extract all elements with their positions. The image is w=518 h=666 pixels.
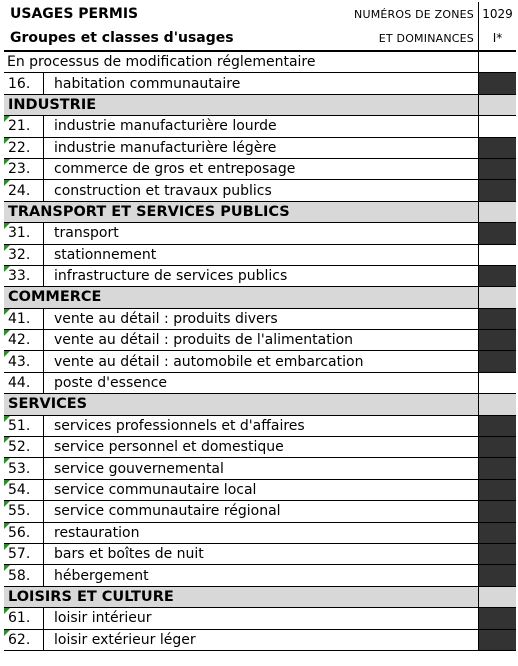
- zone-cell: [478, 630, 516, 650]
- zone-cell: [478, 437, 516, 457]
- zone-cell: [478, 180, 516, 200]
- usage-number-text: 21.: [8, 118, 31, 135]
- zone-cell: [478, 245, 516, 265]
- comment-marker-icon: [4, 437, 10, 443]
- table-row: [4, 630, 516, 651]
- comment-marker-icon: [4, 480, 10, 486]
- comment-marker-icon: [4, 223, 10, 229]
- usage-label: service gouvernemental: [54, 460, 224, 477]
- zone-cell: [478, 266, 516, 286]
- category-label: SERVICES: [8, 396, 88, 413]
- zone-cell: [478, 416, 516, 436]
- comment-marker-icon: [4, 565, 10, 571]
- usage-label: service communautaire local: [54, 482, 257, 498]
- table-row: [4, 73, 516, 94]
- usage-label: bars et boîtes de nuit: [54, 546, 204, 563]
- usage-number-text: 42.: [8, 332, 31, 349]
- usage-label: loisir intérieur: [54, 610, 152, 627]
- comment-marker-icon: [4, 330, 10, 336]
- table-row: [4, 437, 516, 458]
- usage-number-text: 56.: [8, 524, 31, 541]
- header-title-cell: [4, 6, 478, 22]
- zone-cell: [478, 351, 516, 371]
- zone-cell: [478, 287, 516, 307]
- category-label: COMMERCE: [8, 289, 102, 306]
- page-subtitle: Groupes et classes d'usages: [10, 30, 234, 46]
- usage-number-text: 33.: [8, 268, 31, 285]
- table-row: [4, 138, 516, 159]
- usage-number: [4, 437, 44, 457]
- usage-label: services professionnels et d'affaires: [54, 417, 305, 434]
- zone-cell: [478, 608, 516, 628]
- usage-cell: [4, 309, 478, 329]
- usage-number-text: 32.: [8, 246, 31, 263]
- table-row: [4, 309, 516, 330]
- zone-cell: [478, 587, 516, 607]
- comment-marker-icon: [4, 245, 10, 251]
- usage-number: [4, 138, 44, 158]
- comment-marker-icon: [4, 266, 10, 272]
- usage-cell: [4, 266, 478, 286]
- usage-cell: [4, 180, 478, 200]
- usage-cell: [4, 116, 478, 136]
- usage-cell: [4, 223, 478, 243]
- usage-number: [4, 565, 44, 585]
- usage-number: [4, 116, 44, 136]
- zone-number: 1029: [478, 2, 516, 26]
- usage-cell: [4, 245, 478, 265]
- comment-marker-icon: [4, 630, 10, 636]
- comment-marker-icon: [4, 116, 10, 122]
- usage-cell: [4, 480, 478, 500]
- usage-table: [4, 2, 516, 651]
- usage-number-text: 62.: [8, 631, 31, 648]
- usage-cell: [4, 630, 478, 650]
- note-row: [4, 52, 516, 73]
- usage-number: [4, 544, 44, 564]
- table-row: [4, 180, 516, 201]
- category-row: [4, 394, 516, 415]
- usage-label: service communautaire régional: [54, 503, 281, 520]
- note-text: En processus de modification réglementaire: [7, 54, 316, 71]
- category-label: INDUSTRIE: [8, 96, 97, 113]
- usage-number: [4, 180, 44, 200]
- usage-label: transport: [54, 225, 119, 242]
- usage-number-text: 61.: [8, 610, 31, 627]
- usage-number-text: 43.: [8, 353, 31, 370]
- zone-cell: [478, 52, 516, 72]
- zone-cell: [478, 116, 516, 136]
- zone-cell: [478, 73, 516, 93]
- dominance-label: ET DOMINANCES: [378, 31, 474, 45]
- header-row-2: [4, 26, 516, 51]
- usage-number: [4, 501, 44, 521]
- usage-label: industrie manufacturière légère: [54, 139, 277, 156]
- table-row: [4, 266, 516, 287]
- zone-cell: [478, 223, 516, 243]
- comment-marker-icon: [4, 458, 10, 464]
- comment-marker-icon: [4, 351, 10, 357]
- zone-cell: [478, 458, 516, 478]
- table-body: [4, 51, 516, 651]
- page-title: USAGES PERMIS: [10, 6, 139, 22]
- usage-label: infrastructure de services publics: [54, 268, 288, 285]
- comment-marker-icon: [4, 138, 10, 144]
- table-row: [4, 159, 516, 180]
- usage-cell: [4, 544, 478, 564]
- comment-marker-icon: [4, 523, 10, 529]
- usage-number: [4, 266, 44, 286]
- zone-cell: [478, 565, 516, 585]
- category-label: LOISIRS ET CULTURE: [8, 588, 174, 605]
- zone-cell: [478, 95, 516, 115]
- usage-cell: [4, 138, 478, 158]
- usage-cell: [4, 501, 478, 521]
- usage-label: vente au détail : automobile et embarcation: [54, 353, 364, 370]
- usage-number: [4, 351, 44, 371]
- comment-marker-icon: [4, 159, 10, 165]
- zone-cell: [478, 330, 516, 350]
- usage-label: stationnement: [54, 246, 157, 263]
- usage-cell: [4, 458, 478, 478]
- zone-cell: [478, 544, 516, 564]
- usage-label: vente au détail : produits de l'alimentation: [54, 332, 354, 349]
- table-row: [4, 223, 516, 244]
- table-row: [4, 523, 516, 544]
- table-row: [4, 330, 516, 351]
- usage-label: habitation communautaire: [54, 75, 241, 92]
- usage-label: vente au détail : produits divers: [54, 310, 278, 327]
- zone-cell: [478, 373, 516, 393]
- usage-cell: [4, 565, 478, 585]
- category-row: [4, 202, 516, 223]
- usage-cell: [4, 330, 478, 350]
- usage-number: [4, 159, 44, 179]
- comment-marker-icon: [4, 309, 10, 315]
- usage-number-text: 44.: [8, 375, 31, 392]
- usage-label: service personnel et domestique: [54, 439, 284, 456]
- table-row: [4, 544, 516, 565]
- zones-label: NUMÉROS DE ZONES: [354, 7, 474, 21]
- usage-number: [4, 309, 44, 329]
- comment-marker-icon: [4, 501, 10, 507]
- usage-cell: [4, 159, 478, 179]
- table-row: [4, 245, 516, 266]
- zone-cell: [478, 480, 516, 500]
- zone-cell: [478, 394, 516, 414]
- usage-number: [4, 330, 44, 350]
- usage-number-text: 31.: [8, 225, 31, 242]
- dominance-value: I*: [478, 26, 516, 50]
- usage-number-text: 53.: [8, 460, 31, 477]
- header-subtitle-cell: [4, 30, 478, 46]
- usage-label: industrie manufacturière lourde: [54, 118, 277, 135]
- comment-marker-icon: [4, 416, 10, 422]
- table-row: [4, 416, 516, 437]
- zone-cell: [478, 138, 516, 158]
- usage-cell: [4, 608, 478, 628]
- usage-number: [4, 245, 44, 265]
- header-row-1: [4, 2, 516, 26]
- usage-cell: [4, 373, 478, 393]
- usage-number-text: 57.: [8, 546, 31, 563]
- usage-number-text: 55.: [8, 503, 31, 520]
- comment-marker-icon: [4, 544, 10, 550]
- usage-cell: [4, 437, 478, 457]
- usage-cell: [4, 73, 478, 93]
- category-row: [4, 287, 516, 308]
- category-row: [4, 95, 516, 116]
- table-row: [4, 116, 516, 137]
- comment-marker-icon: [4, 180, 10, 186]
- table-row: [4, 501, 516, 522]
- table-row: [4, 373, 516, 394]
- category-row: [4, 587, 516, 608]
- usage-number: [4, 523, 44, 543]
- usage-label: loisir extérieur léger: [54, 631, 196, 648]
- table-row: [4, 480, 516, 501]
- usage-number: [4, 608, 44, 628]
- usage-number: [4, 416, 44, 436]
- usage-number-text: 54.: [8, 482, 31, 498]
- table-row: [4, 351, 516, 372]
- usage-number: [4, 373, 44, 393]
- usage-number-text: 51.: [8, 417, 31, 434]
- usage-number-text: 24.: [8, 182, 31, 199]
- usage-label: construction et travaux publics: [54, 182, 272, 199]
- table-row: [4, 608, 516, 629]
- category-label: TRANSPORT ET SERVICES PUBLICS: [8, 203, 290, 220]
- usage-number-text: 16.: [8, 75, 31, 92]
- usage-number-text: 58.: [8, 567, 31, 584]
- usage-label: hébergement: [54, 567, 149, 584]
- usage-label: commerce de gros et entreposage: [54, 161, 296, 178]
- zone-cell: [478, 309, 516, 329]
- usage-label: poste d'essence: [54, 375, 168, 392]
- table-row: [4, 565, 516, 586]
- usage-number: [4, 223, 44, 243]
- comment-marker-icon: [4, 608, 10, 614]
- usage-cell: [4, 416, 478, 436]
- zone-cell: [478, 159, 516, 179]
- zone-cell: [478, 202, 516, 222]
- usage-cell: [4, 523, 478, 543]
- zone-cell: [478, 501, 516, 521]
- usage-number: [4, 73, 44, 93]
- zone-cell: [478, 523, 516, 543]
- usage-cell: [4, 351, 478, 371]
- usage-number: [4, 630, 44, 650]
- usage-number-text: 52.: [8, 439, 31, 456]
- usage-number: [4, 458, 44, 478]
- usage-number-text: 23.: [8, 161, 31, 178]
- usage-label: restauration: [54, 524, 140, 541]
- usage-number: [4, 480, 44, 500]
- table-row: [4, 458, 516, 479]
- usage-number-text: 22.: [8, 139, 31, 156]
- usage-number-text: 41.: [8, 310, 31, 327]
